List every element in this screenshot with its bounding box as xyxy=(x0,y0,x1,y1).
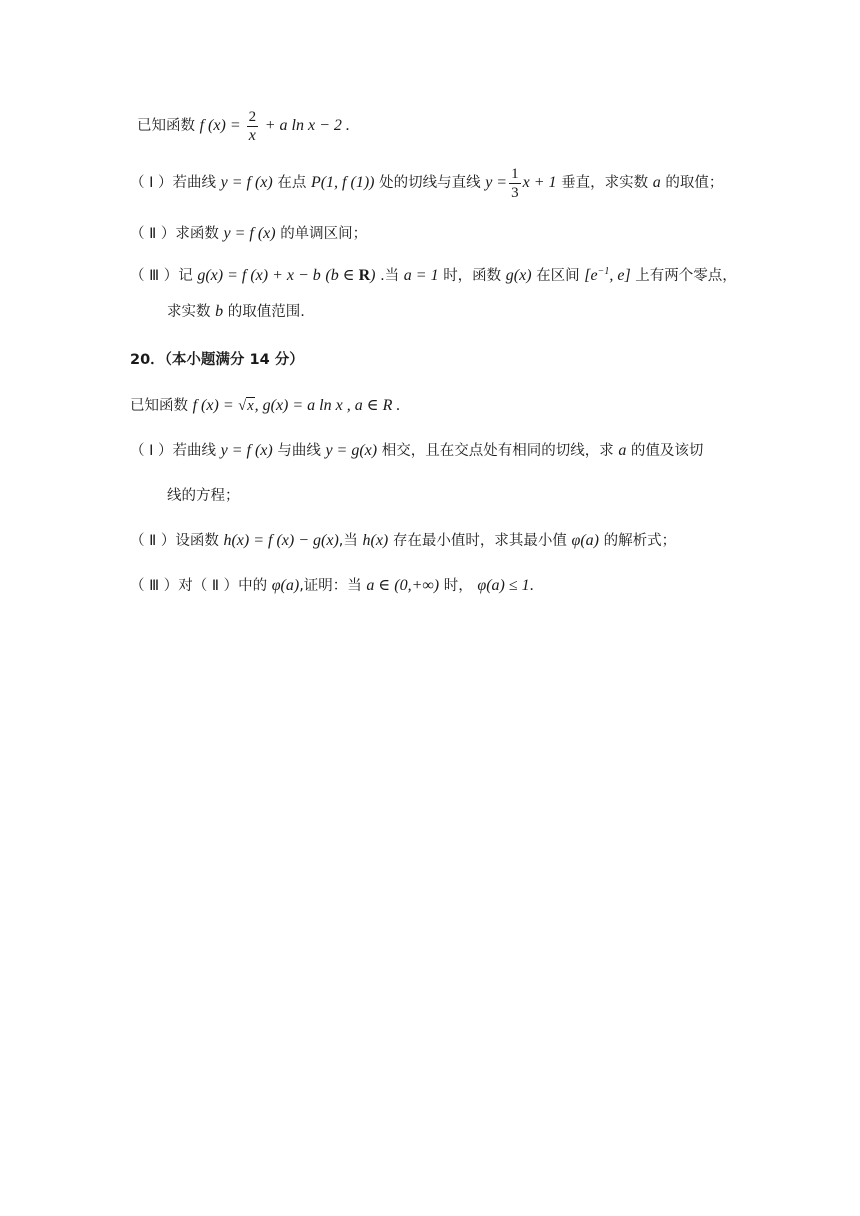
q20-intro xyxy=(130,396,400,416)
q20-intro-prefix: 已知函数 xyxy=(130,398,188,414)
q20-part3-label: （ Ⅲ ） xyxy=(130,578,179,594)
q20-part1-math3: a xyxy=(618,442,627,459)
q20-part1-line2: 线的方程； xyxy=(167,488,240,504)
q19-part2-text1: 求函数 xyxy=(175,226,219,242)
q19-part3 xyxy=(130,262,737,286)
q20-part3-math1: φ(a) xyxy=(271,577,300,594)
q19-part3-math8: b xyxy=(215,303,224,320)
q19-part3-math3: ) xyxy=(370,266,376,284)
q19-part3-line2-text: 求实数 xyxy=(167,304,211,320)
q20-intro-math1: f (x) = xyxy=(192,397,234,414)
q20-part3-text2: ,证明：当 xyxy=(299,578,362,594)
q20-intro-math2: , g(x) = a ln x , a ∈ R . xyxy=(254,397,401,414)
q19-part1-frac-den: 3 xyxy=(511,184,519,201)
q19-part3-text4: 在区间 xyxy=(536,267,580,284)
q20-part1-math1: y = f (x) xyxy=(220,442,273,459)
q19-intro-rest: + a ln x − 2 . xyxy=(264,117,350,134)
q19-part3-text3: 时，函数 xyxy=(443,267,502,284)
q19-part1-math3: y = xyxy=(485,174,508,191)
q19-intro-prefix: 已知函数 xyxy=(137,118,195,134)
q20-part2-label: （ Ⅱ ） xyxy=(130,533,176,549)
q20-part1-text3: 相交，且在交点处有相同的切线，求 xyxy=(381,443,614,459)
q19-part2-label: （ Ⅱ ） xyxy=(130,226,176,242)
q19-part3-math2: (b ∈ xyxy=(325,266,359,284)
q19-part1-text2: 在点 xyxy=(277,175,307,191)
q20-part3-math3: φ(a) ≤ 1 xyxy=(477,577,530,594)
q19-part3-bold-r: R xyxy=(358,266,371,284)
q20-part3-math2: a ∈ (0,+∞) xyxy=(366,577,440,594)
q20-part3-text1: 对（ Ⅱ ）中的 xyxy=(178,578,268,594)
q20-part2-math3: φ(a) xyxy=(571,532,599,549)
q19-part1-text1: 若曲线 xyxy=(172,175,216,191)
q20-part3-text3: 时， xyxy=(443,578,473,594)
q19-part1-label: （ Ⅰ ） xyxy=(130,175,173,191)
q20-part1-text4: 的值及该切 xyxy=(630,443,704,459)
q19-part2-text2: 的单调区间； xyxy=(280,226,368,242)
q20-part2-math1: h(x) = f (x) − g(x) xyxy=(223,532,339,549)
q19-intro-fraction xyxy=(247,108,259,145)
q19-part1-math2: P(1, f (1)) xyxy=(310,174,375,191)
q19-part3-text1: 记 xyxy=(178,267,193,284)
q20-part2-text3: 存在最小值时，求其最小值 xyxy=(392,533,567,549)
q19-part3-line2-end: 的取值范围. xyxy=(227,304,305,320)
q19-intro xyxy=(137,107,350,145)
q19-part3-line2 xyxy=(167,302,305,322)
q19-part3-label: （ Ⅲ ） xyxy=(130,267,179,284)
q20-heading: 20．（本小题满分 14 分） xyxy=(130,352,304,368)
q20-part2-text2: ,当 xyxy=(338,533,358,549)
q19-part3-math6: [e xyxy=(584,266,598,284)
q20-part2-text4: 的解析式； xyxy=(603,533,677,549)
q20-part1 xyxy=(130,441,703,461)
q19-part3-text2: .当 xyxy=(380,267,400,284)
q20-part2-text1: 设函数 xyxy=(175,533,219,549)
q19-part3-sup: −1 xyxy=(597,266,610,277)
q19-part1-frac-num: 1 xyxy=(511,165,519,182)
q19-intro-frac-den: x xyxy=(247,126,259,145)
q20-part1-text1: 若曲线 xyxy=(172,443,216,459)
q19-part2-math1: y = f (x) xyxy=(223,225,276,242)
q20-sqrt-radicand: x xyxy=(247,398,254,414)
q19-part3-math4: a = 1 xyxy=(403,266,439,284)
q19-part1-text5: 的取值； xyxy=(665,175,724,191)
q20-part2 xyxy=(130,531,676,551)
q19-part3-math1: g(x) = f (x) + x − b xyxy=(197,266,321,284)
q19-part2 xyxy=(130,224,367,244)
q19-part1 xyxy=(130,164,723,202)
q20-part3-text4: . xyxy=(529,577,534,594)
q20-part3 xyxy=(130,576,534,596)
q19-part1-fraction xyxy=(509,165,521,202)
q20-part1-text2: 与曲线 xyxy=(277,443,321,459)
q19-part3-text5: 上有两个零点， xyxy=(635,267,737,284)
q19-part3-math7: , e] xyxy=(609,266,631,284)
q19-part1-math5: a xyxy=(652,174,661,191)
q19-intro-frac-num: 2 xyxy=(248,108,257,125)
q20-part2-math2: h(x) xyxy=(362,532,389,549)
q20-sqrt: √x xyxy=(238,398,254,414)
q20-part1-label: （ Ⅰ ） xyxy=(130,443,173,459)
q19-part1-math4: x + 1 xyxy=(522,174,557,191)
q19-part3-math5: g(x) xyxy=(505,266,532,284)
q19-part1-text3: 处的切线与直线 xyxy=(379,175,481,191)
q19-part1-math1: y = f (x) xyxy=(220,174,273,191)
q20-part1-math2: y = g(x) xyxy=(325,442,378,459)
q19-intro-fx: f (x) = xyxy=(199,117,245,134)
q19-part1-text4: 垂直，求实数 xyxy=(561,175,649,191)
